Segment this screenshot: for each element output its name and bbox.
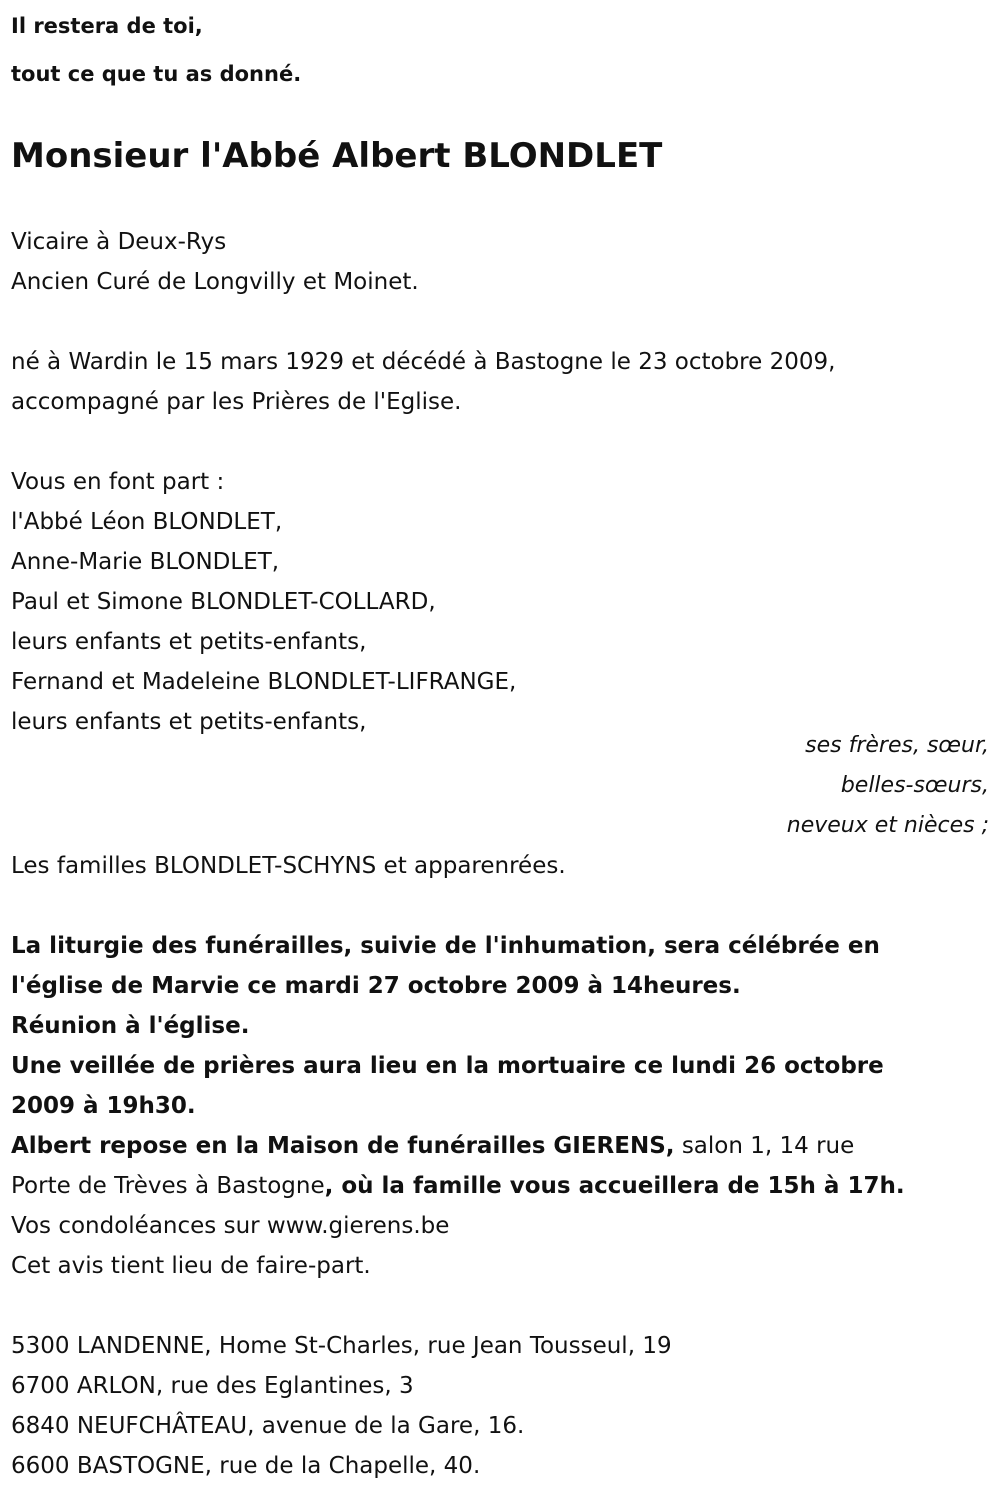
family-member: Fernand et Madeleine BLONDLET-LIFRANGE, — [11, 669, 517, 695]
motto-line-2: tout ce que tu as donné. — [11, 62, 302, 86]
family-member: leurs enfants et petits-enfants, — [11, 709, 367, 735]
relation-line: neveux et nièces ; — [786, 813, 989, 838]
notice-line: Cet avis tient lieu de faire-part. — [11, 1253, 371, 1279]
families-line: Les familles BLONDLET-SCHYNS et apparenrées. — [11, 853, 566, 879]
role-line-1: Vicaire à Deux-Rys — [11, 229, 227, 255]
address-line: 5300 LANDENNE, Home St-Charles, rue Jean Tousseul, 19 — [11, 1333, 672, 1359]
repose-line — [11, 1132, 854, 1160]
relation-line: belles-sœurs, — [840, 773, 989, 798]
family-member: Anne-Marie BLONDLET, — [11, 549, 280, 575]
family-member: leurs enfants et petits-enfants, — [11, 629, 367, 655]
ceremony-line-1: La liturgie des funérailles, suivie de l'inhumation, sera célébrée en — [11, 933, 880, 959]
role-line-2: Ancien Curé de Longvilly et Moinet. — [11, 269, 419, 295]
address-line: 6700 ARLON, rue des Eglantines, 3 — [11, 1373, 414, 1399]
repose-bold-text: Albert repose en la Maison de funérailles GIERENS, — [11, 1133, 675, 1159]
ceremony-line-3: Réunion à l'église. — [11, 1013, 250, 1039]
funeral-home-address: Porte de Trèves à Bastogne — [11, 1173, 325, 1199]
condolences-line: Vos condoléances sur www.gierens.be — [11, 1213, 450, 1239]
deceased-name: Monsieur l'Abbé Albert BLONDLET — [11, 136, 663, 176]
address-line: 6840 NEUFCHÂTEAU, avenue de la Gare, 16. — [11, 1413, 525, 1439]
motto-line-1: Il restera de toi, — [11, 14, 203, 38]
family-member: Paul et Simone BLONDLET-COLLARD, — [11, 589, 436, 615]
family-member: l'Abbé Léon BLONDLET, — [11, 509, 283, 535]
relation-line: ses frères, sœur, — [805, 733, 989, 758]
address-line: 6600 BASTOGNE, rue de la Chapelle, 40. — [11, 1453, 481, 1479]
vigil-line-1: Une veillée de prières aura lieu en la mortuaire ce lundi 26 octobre — [11, 1053, 884, 1079]
ceremony-line-2: l'église de Marvie ce mardi 27 octobre 2009 à 14heures. — [11, 973, 741, 999]
vigil-line-2: 2009 à 19h30. — [11, 1093, 196, 1119]
dates-line-2: accompagné par les Prières de l'Eglise. — [11, 389, 462, 415]
dates-line-1: né à Wardin le 15 mars 1929 et décédé à Bastogne le 23 octobre 2009, — [11, 349, 836, 375]
visiting-hours: , où la famille vous accueillera de 15h à 17h. — [324, 1173, 905, 1199]
funeral-home-address-line — [11, 1172, 905, 1200]
family-intro: Vous en font part : — [11, 469, 225, 495]
repose-normal-text: salon 1, 14 rue — [674, 1133, 855, 1159]
